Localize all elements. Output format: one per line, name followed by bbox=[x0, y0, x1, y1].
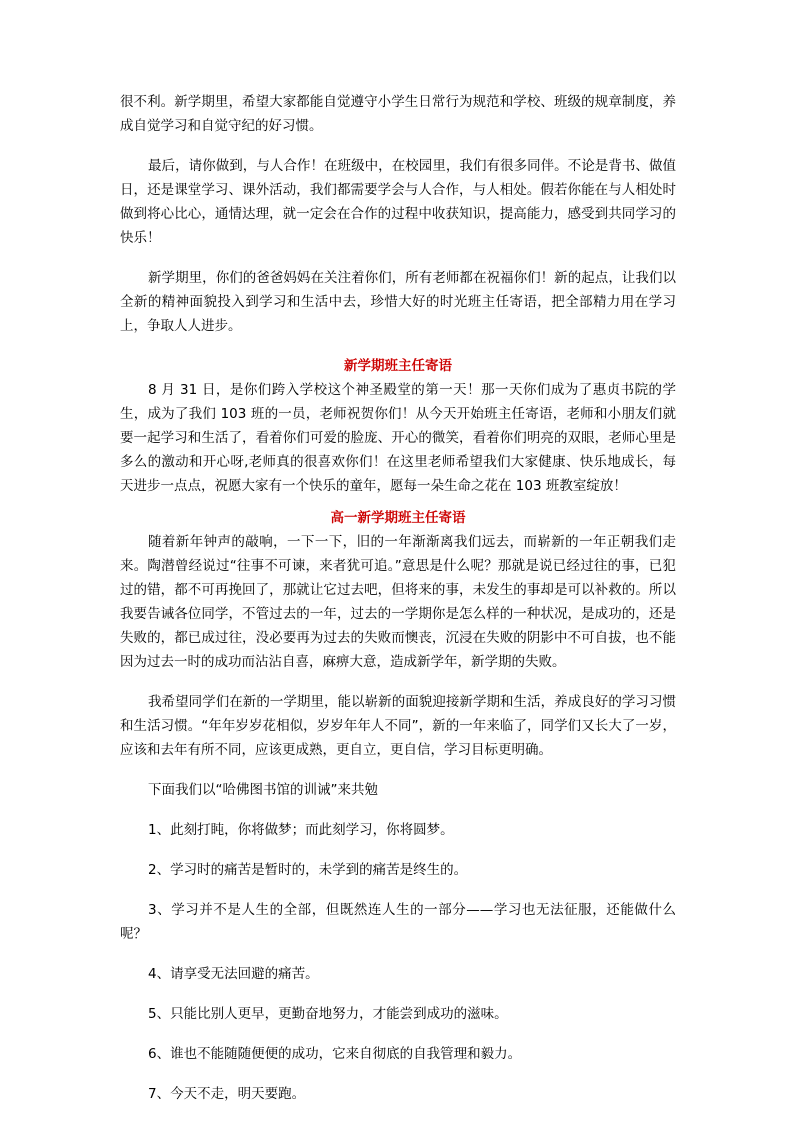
paragraph: 随着新年钟声的敲响，一下一下，旧的一年渐渐离我们远去，而崭新的一年正朝我们走来。陶潜曾经说过“往事不可谏，来者犹可追。”意思是什么呢？那就是说已经过往的事，已犯过的错，都不可再挽回了，那就让它过去吧，但将来的事，未发生的事却是可以补救的。所以我要告诫各位同学，不管过去的一年，过去的一学期你是怎么样的一种状况，是成功的，还是失败的，都已成过往，没必要再为过去的失败而懊丧，沉浸在失败的阴影中不可自拔，也不能因为过去一时的成功而沾沾自喜，麻痹大意，造成新学年，新学期的失败。 bbox=[120, 534, 676, 670]
list-item: 1、此刻打盹，你将做梦；而此刻学习，你将圆梦。 bbox=[148, 822, 454, 838]
paragraph: 新学期里，你们的爸爸妈妈在关注着你们，所有老师都在祝福你们！新的起点，让我们以全新的精神面貌投入到学习和生活中去，珍惜大好的时光班主任寄语，把全部精力用在学习上，争取人人进步。 bbox=[120, 270, 676, 334]
paragraph: 我希望同学们在新的一学期里，能以崭新的面貌迎接新学期和生活，养成良好的学习习惯和生活习惯。“年年岁岁花相似，岁岁年年人不同”，新的一年来临了，同学们又长大了一岁，应该和去年有所不同，应该更成熟，更自立，更自信，学习目标更明确。 bbox=[120, 694, 676, 758]
list-item: 7、今天不走，明天要跑。 bbox=[148, 1086, 306, 1102]
list-item: 3、学习并不是人生的全部，但既然连人生的一部分——学习也无法征服，还能做什么呢？ bbox=[120, 902, 676, 942]
list-item: 4、请享受无法回避的痛苦。 bbox=[148, 966, 319, 982]
list-item: 6、谁也不能随随便便的成功，它来自彻底的自我管理和毅力。 bbox=[148, 1046, 522, 1062]
paragraph: 下面我们以“哈佛图书馆的训诫”来共勉 bbox=[148, 782, 378, 798]
section-heading: 高一新学期班主任寄语 bbox=[330, 510, 466, 526]
list-item: 2、学习时的痛苦是暂时的，未学到的痛苦是终生的。 bbox=[148, 862, 468, 878]
list-item: 5、只能比别人更早，更勤奋地努力，才能尝到成功的滋味。 bbox=[148, 1006, 508, 1022]
paragraph: 最后，请你做到，与人合作！在班级中，在校园里，我们有很多同伴。不论是背书、做值日，还是课堂学习、课外活动，我们都需要学会与人合作，与人相处。假若你能在与人相处时做到将心比心，通情达理，就一定会在合作的过程中收获知识，提高能力，感受到共同学习的快乐！ bbox=[120, 158, 676, 246]
paragraph: 8 月 31 日，是你们跨入学校这个神圣殿堂的第一天！那一天你们成为了惠贞书院的学生，成为了我们 103 班的一员，老师祝贺你们！从今天开始班主任寄语，老师和小朋友们就要一起学习和生活了，看着你们可爱的脸庞、开心的微笑，看着你们明亮的双眼，老师心里是多么的激动和开心呀,老师真的很喜欢你们！在这里老师希望我们大家健康、快乐地成长，每天进步一点点，祝愿大家有一个快乐的童年，愿每一朵生命之花在 103 班教室绽放！ bbox=[120, 382, 676, 494]
section-heading: 新学期班主任寄语 bbox=[344, 358, 452, 374]
document-page bbox=[120, 90, 676, 1106]
paragraph: 很不利。新学期里，希望大家都能自觉遵守小学生日常行为规范和学校、班级的规章制度，养成自觉学习和自觉守纪的好习惯。 bbox=[120, 94, 676, 134]
